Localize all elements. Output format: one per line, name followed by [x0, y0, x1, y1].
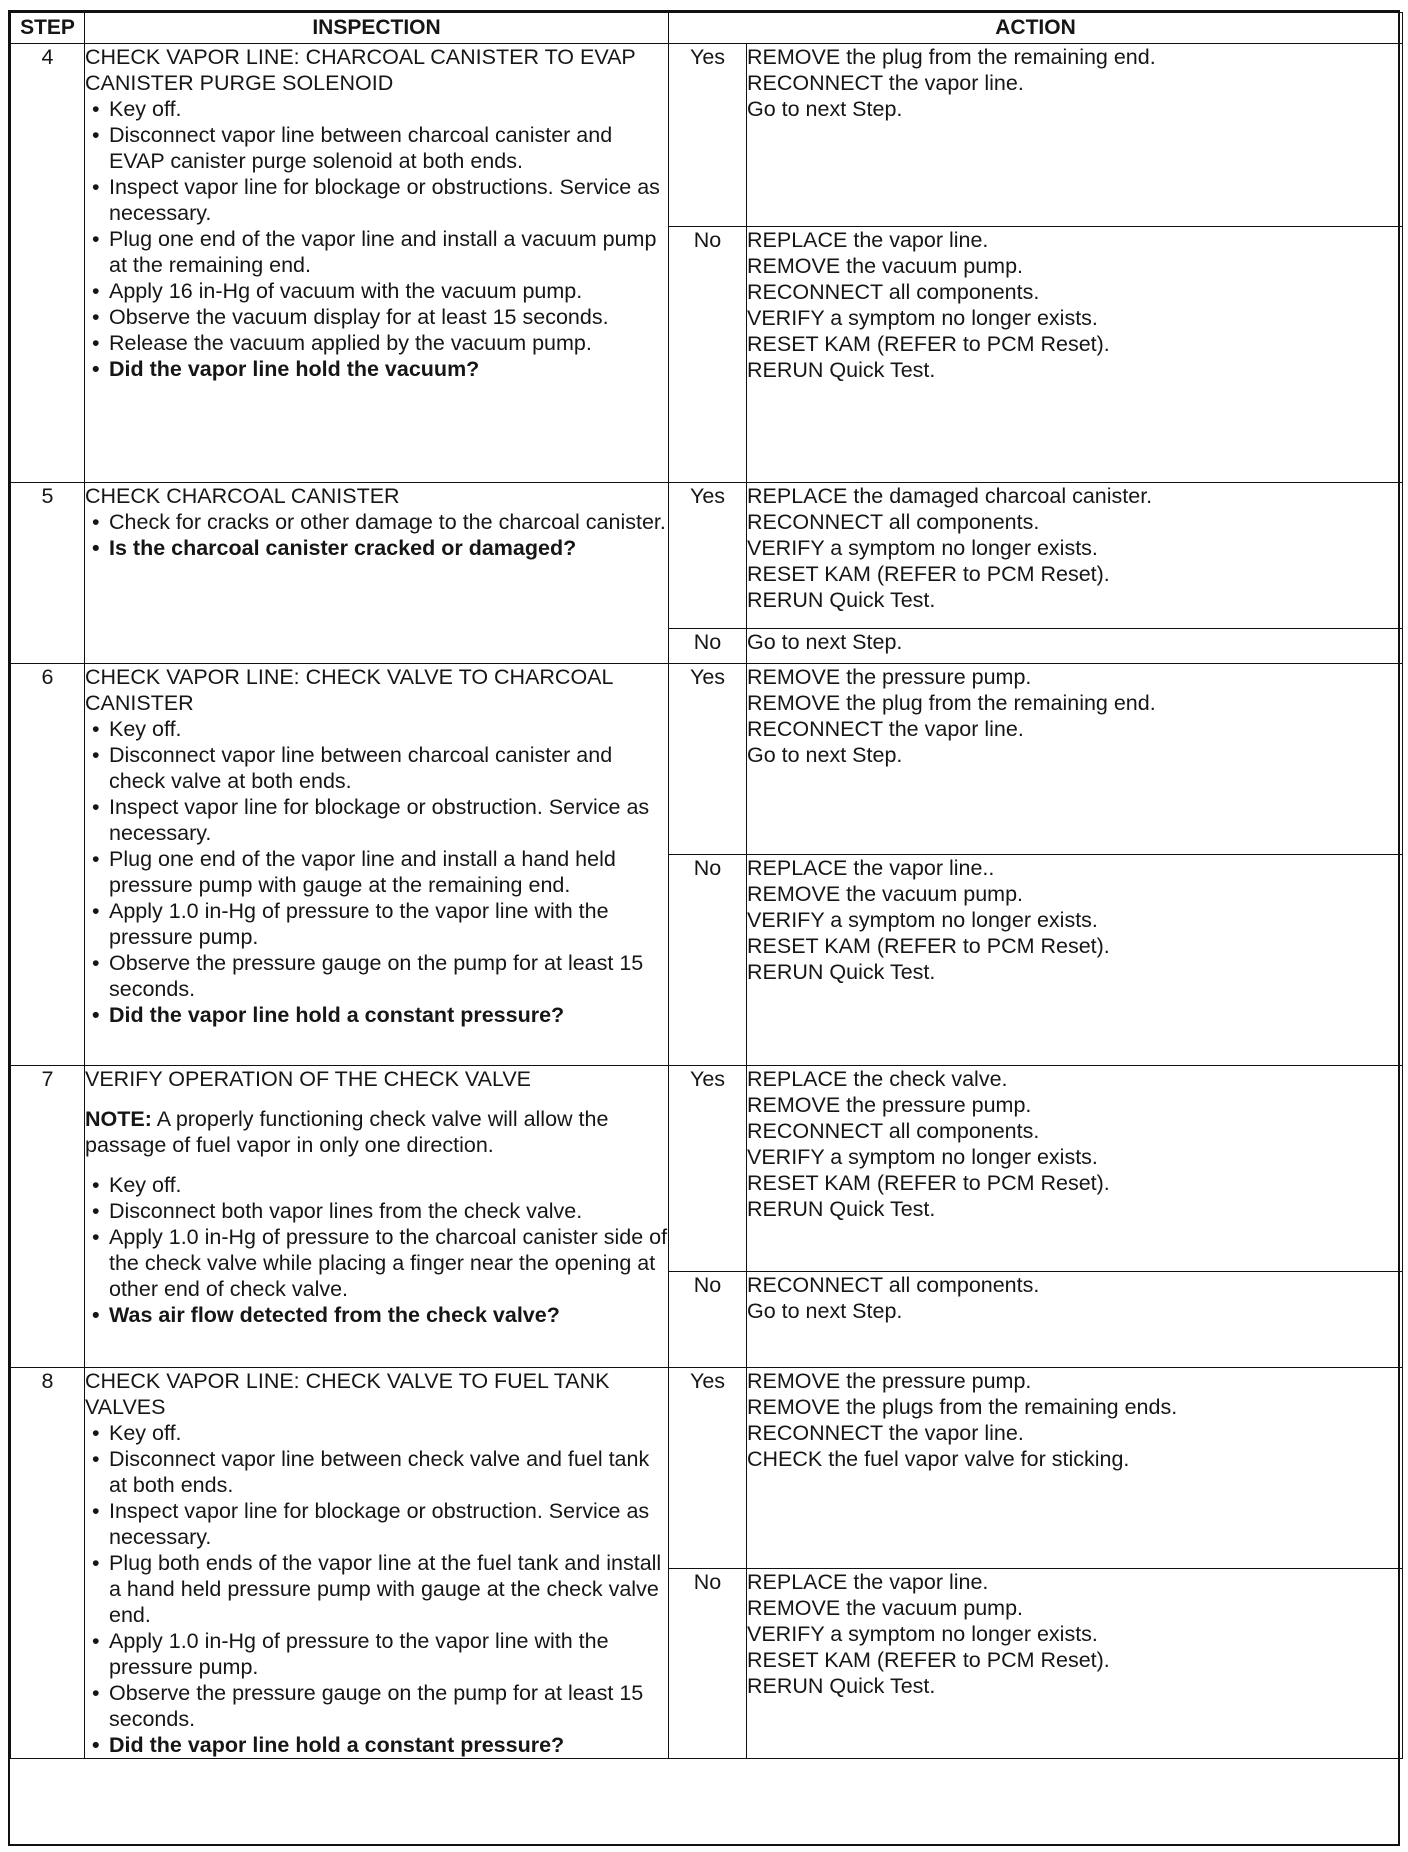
no-label: No	[669, 629, 747, 664]
note-label: NOTE:	[85, 1107, 152, 1131]
action-line: RECONNECT all components.	[747, 280, 1040, 304]
action-line: VERIFY a symptom no longer exists.	[747, 1622, 1098, 1646]
list-item: • Plug one end of the vapor line and install a vacuum pump at the remaining end.	[85, 226, 668, 278]
action-line: REPLACE the vapor line..	[747, 856, 995, 880]
inspection-question: • Was air flow detected from the check valve?	[85, 1302, 668, 1328]
step-number: 7	[11, 1066, 85, 1368]
inspection-title: CHECK VAPOR LINE: CHECK VALVE TO FUEL TANK VALVES	[85, 1369, 610, 1419]
step-number: 5	[11, 483, 85, 664]
list-item: • Observe the pressure gauge on the pump for at least 15 seconds.	[85, 1680, 668, 1732]
yes-action	[747, 664, 1403, 855]
yes-label: Yes	[669, 483, 747, 629]
action-line: REMOVE the plug from the remaining end.	[747, 691, 1156, 715]
action-line: REMOVE the plugs from the remaining ends.	[747, 1395, 1178, 1419]
no-label: No	[669, 1272, 747, 1368]
inspection-title: VERIFY OPERATION OF THE CHECK VALVE	[85, 1067, 532, 1091]
action-line: RERUN Quick Test.	[747, 358, 936, 382]
header-action: ACTION	[669, 13, 1403, 44]
action-line: Go to next Step.	[747, 1299, 903, 1323]
step-number: 4	[11, 44, 85, 483]
inspection-question: • Did the vapor line hold a constant pressure?	[85, 1732, 668, 1758]
action-line: REMOVE the pressure pump.	[747, 1093, 1032, 1117]
action-line: REMOVE the pressure pump.	[747, 1369, 1032, 1393]
list-item: • Plug both ends of the vapor line at the fuel tank and install a hand held pressure pump with gauge at the check valve end.	[85, 1550, 668, 1628]
note-block	[85, 1106, 668, 1158]
list-item: • Disconnect vapor line between charcoal canister and check valve at both ends.	[85, 742, 668, 794]
list-item: • Apply 1.0 in-Hg of pressure to the vapor line with the pressure pump.	[85, 898, 668, 950]
action-line: REPLACE the check valve.	[747, 1067, 1008, 1091]
inspection-question: • Did the vapor line hold the vacuum?	[85, 356, 668, 382]
list-item: • Key off.	[85, 1420, 668, 1446]
inspection-list	[85, 716, 668, 1028]
list-item: • Release the vacuum applied by the vacuum pump.	[85, 330, 668, 356]
inspection-list	[85, 1172, 668, 1328]
action-line: VERIFY a symptom no longer exists.	[747, 306, 1098, 330]
inspection-question: • Did the vapor line hold a constant pressure?	[85, 1002, 668, 1028]
no-action	[747, 855, 1403, 1066]
list-item: • Inspect vapor line for blockage or obstruction. Service as necessary.	[85, 1498, 668, 1550]
yes-label: Yes	[669, 1368, 747, 1569]
yes-action	[747, 44, 1403, 227]
no-label: No	[669, 227, 747, 483]
action-line: REMOVE the plug from the remaining end.	[747, 45, 1156, 69]
action-line: REPLACE the damaged charcoal canister.	[747, 484, 1153, 508]
inspection-list	[85, 509, 668, 561]
step-number: 6	[11, 664, 85, 1066]
yes-label: Yes	[669, 664, 747, 855]
list-item: • Key off.	[85, 96, 668, 122]
no-action	[747, 227, 1403, 483]
yes-action	[747, 1066, 1403, 1272]
action-line: Go to next Step.	[747, 97, 903, 121]
action-line: RECONNECT the vapor line.	[747, 717, 1024, 741]
inspection-question: • Is the charcoal canister cracked or damaged?	[85, 535, 668, 561]
action-line: RERUN Quick Test.	[747, 1197, 936, 1221]
step-number: 8	[11, 1368, 85, 1759]
yes-action	[747, 483, 1403, 629]
inspection-cell	[85, 1368, 669, 1759]
list-item: • Apply 16 in-Hg of vacuum with the vacuum pump.	[85, 278, 668, 304]
action-line: RECONNECT all components.	[747, 1119, 1040, 1143]
action-line: RESET KAM (REFER to PCM Reset).	[747, 1171, 1110, 1195]
action-line: REPLACE the vapor line.	[747, 228, 989, 252]
no-action	[747, 1569, 1403, 1759]
list-item: • Inspect vapor line for blockage or obstructions. Service as necessary.	[85, 174, 668, 226]
inspection-cell	[85, 44, 669, 483]
no-label: No	[669, 1569, 747, 1759]
diagnostic-table-frame	[8, 10, 1400, 1846]
step-4-yes-row	[11, 44, 1403, 227]
action-line: CHECK the fuel vapor valve for sticking.	[747, 1447, 1130, 1471]
action-line: Go to next Step.	[747, 630, 903, 654]
header-row	[11, 13, 1403, 44]
no-action	[747, 1272, 1403, 1368]
action-line: RERUN Quick Test.	[747, 588, 936, 612]
list-item: • Observe the pressure gauge on the pump for at least 15 seconds.	[85, 950, 668, 1002]
header-step: STEP	[11, 13, 85, 44]
list-item: • Disconnect both vapor lines from the check valve.	[85, 1198, 668, 1224]
action-line: VERIFY a symptom no longer exists.	[747, 1145, 1098, 1169]
no-action	[747, 629, 1403, 664]
action-line: VERIFY a symptom no longer exists.	[747, 536, 1098, 560]
action-line: REMOVE the pressure pump.	[747, 665, 1032, 689]
inspection-list	[85, 96, 668, 382]
yes-action	[747, 1368, 1403, 1569]
list-item: • Disconnect vapor line between charcoal canister and EVAP canister purge solenoid at both ends.	[85, 122, 668, 174]
action-line: RESET KAM (REFER to PCM Reset).	[747, 332, 1110, 356]
header-inspection: INSPECTION	[85, 13, 669, 44]
action-line: REMOVE the vacuum pump.	[747, 882, 1024, 906]
action-line: VERIFY a symptom no longer exists.	[747, 908, 1098, 932]
action-line: RESET KAM (REFER to PCM Reset).	[747, 934, 1110, 958]
yes-label: Yes	[669, 44, 747, 227]
step-8-yes-row	[11, 1368, 1403, 1569]
action-line: RECONNECT the vapor line.	[747, 1421, 1024, 1445]
action-line: RESET KAM (REFER to PCM Reset).	[747, 562, 1110, 586]
inspection-cell	[85, 483, 669, 664]
list-item: • Key off.	[85, 716, 668, 742]
action-line: RERUN Quick Test.	[747, 960, 936, 984]
step-5-yes-row	[11, 483, 1403, 629]
diagnostic-table	[10, 12, 1403, 1759]
step-6-yes-row	[11, 664, 1403, 855]
list-item: • Apply 1.0 in-Hg of pressure to the vapor line with the pressure pump.	[85, 1628, 668, 1680]
inspection-cell	[85, 1066, 669, 1368]
action-line: REMOVE the vacuum pump.	[747, 1596, 1024, 1620]
no-label: No	[669, 855, 747, 1066]
list-item: • Check for cracks or other damage to the charcoal canister.	[85, 509, 668, 535]
action-line: RESET KAM (REFER to PCM Reset).	[747, 1648, 1110, 1672]
list-item: • Observe the vacuum display for at least 15 seconds.	[85, 304, 668, 330]
step-7-yes-row	[11, 1066, 1403, 1272]
action-line: REPLACE the vapor line.	[747, 1570, 989, 1594]
action-line: REMOVE the vacuum pump.	[747, 254, 1024, 278]
inspection-cell	[85, 664, 669, 1066]
list-item: • Plug one end of the vapor line and install a hand held pressure pump with gauge at the remaining end.	[85, 846, 668, 898]
list-item: • Key off.	[85, 1172, 668, 1198]
inspection-title: CHECK CHARCOAL CANISTER	[85, 484, 400, 508]
list-item: • Apply 1.0 in-Hg of pressure to the charcoal canister side of the check valve while placing a finger near the opening at other end of check valve.	[85, 1224, 668, 1302]
inspection-title: CHECK VAPOR LINE: CHECK VALVE TO CHARCOAL CANISTER	[85, 665, 613, 715]
list-item: • Disconnect vapor line between check valve and fuel tank at both ends.	[85, 1446, 668, 1498]
action-line: RERUN Quick Test.	[747, 1674, 936, 1698]
list-item: • Inspect vapor line for blockage or obstruction. Service as necessary.	[85, 794, 668, 846]
inspection-list	[85, 1420, 668, 1758]
action-line: RECONNECT all components.	[747, 510, 1040, 534]
action-line: Go to next Step.	[747, 743, 903, 767]
action-line: RECONNECT all components.	[747, 1273, 1040, 1297]
note-text: A properly functioning check valve will allow the passage of fuel vapor in only one direction.	[85, 1107, 609, 1157]
inspection-title: CHECK VAPOR LINE: CHARCOAL CANISTER TO EVAP CANISTER PURGE SOLENOID	[85, 45, 636, 95]
action-line: RECONNECT the vapor line.	[747, 71, 1024, 95]
yes-label: Yes	[669, 1066, 747, 1272]
